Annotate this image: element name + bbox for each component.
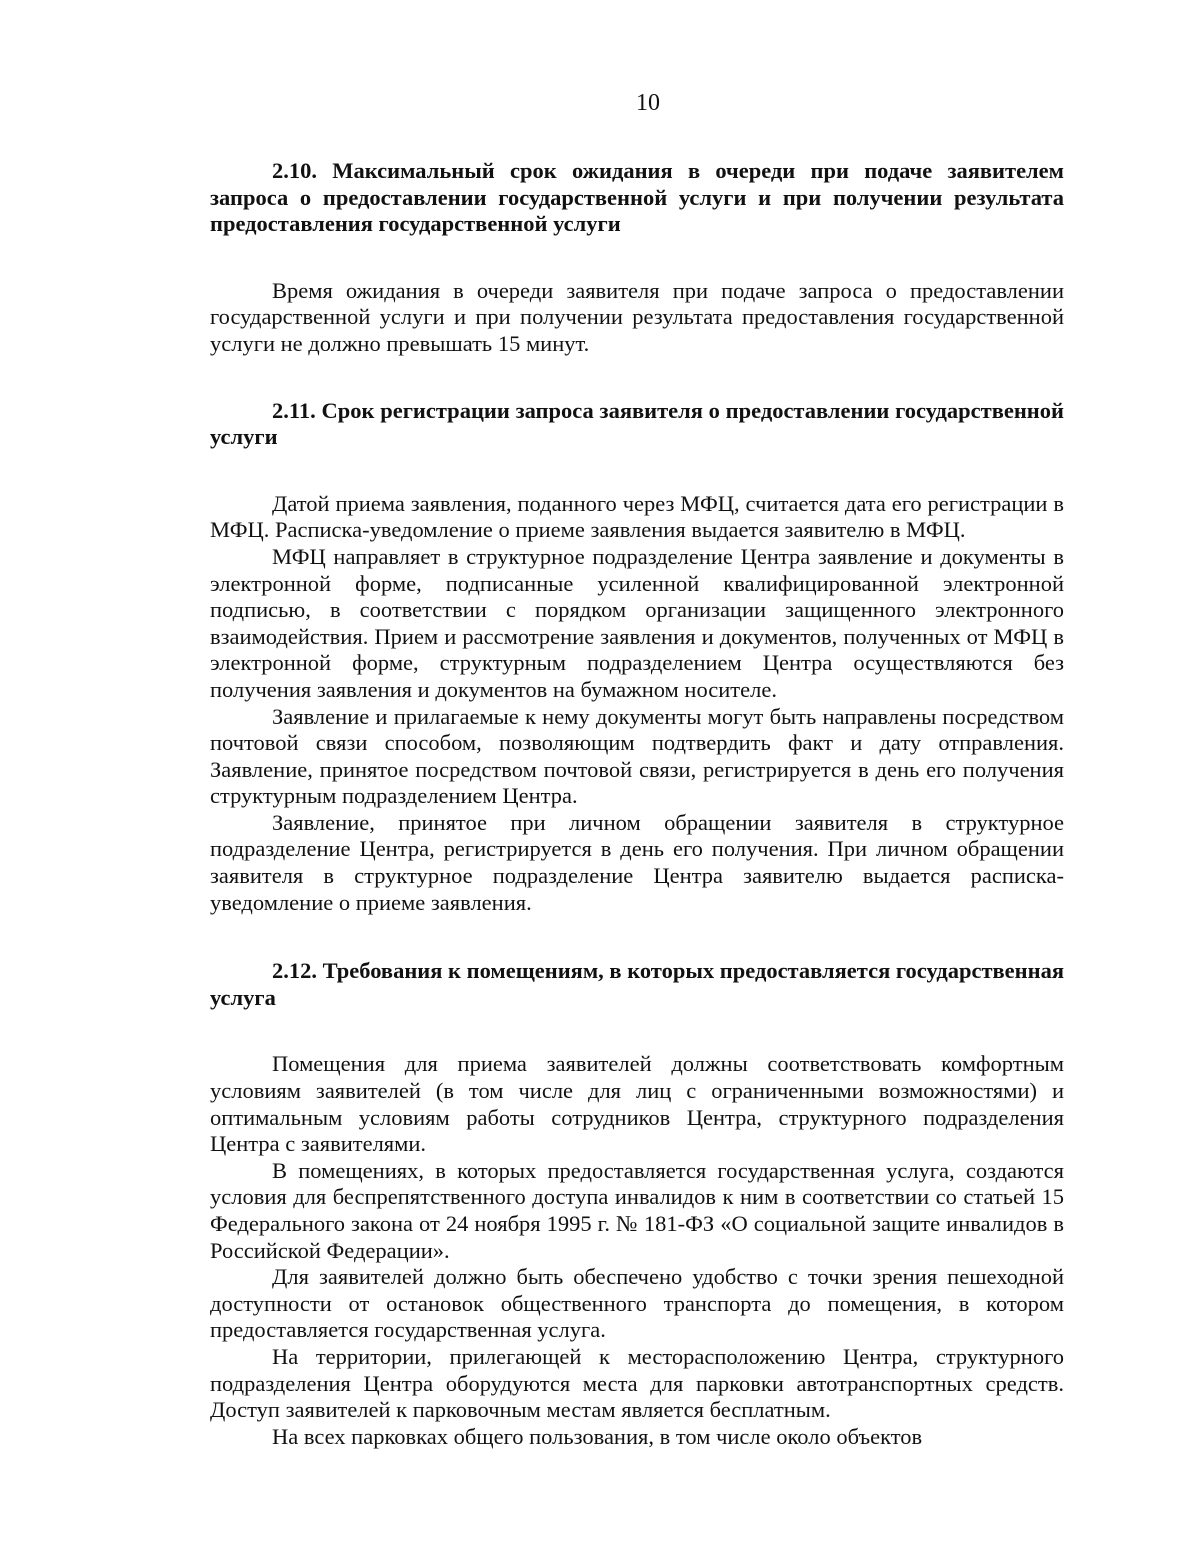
paragraph: Заявление и прилагаемые к нему документы могут быть направлены посредством почтовой связи способом, позволяющим подтвердить факт и дату отправления. Заявление, принятое посредством почтовой связи, регистрируется в день его получения структурным подразделением Центра. bbox=[210, 703, 1064, 809]
paragraph: Помещения для приема заявителей должны соответствовать комфортным условиям заявителей (в том числе для лиц с ограниченными возможностями) и оптимальным условиям работы сотрудников Центра, структурного подразделения Центра с заявителями. bbox=[210, 1051, 1064, 1157]
section-heading-2-10: 2.10. Максимальный срок ожидания в очереди при подаче заявителем запроса о предоставлении государственной услуги и при получении результата предоставления государственной услуги bbox=[210, 158, 1064, 237]
paragraph: Датой приема заявления, поданного через МФЦ, считается дата его регистрации в МФЦ. Расписка-уведомление о приеме заявления выдается заявителю в МФЦ. bbox=[210, 490, 1064, 543]
document-body bbox=[210, 158, 1064, 1450]
section-heading-2-12: 2.12. Требования к помещениям, в которых предоставляется государственная услуга bbox=[210, 958, 1064, 1010]
section-body-2-12 bbox=[210, 1051, 1064, 1450]
paragraph: МФЦ направляет в структурное подразделение Центра заявление и документы в электронной форме, подписанные усиленной квалифицированной электронной подписью, в соответствии с порядком организации защищенного электронного взаимодействия. Прием и рассмотрение заявления и документов, полученных от МФЦ в электронной форме, структурным подразделением Центра осуществляются без получения заявления и документов на бумажном носителе. bbox=[210, 543, 1064, 702]
section-body-2-10 bbox=[210, 278, 1064, 358]
paragraph: На территории, прилегающей к месторасположению Центра, структурного подразделения Центра оборудуются места для парковки автотранспортных средств. Доступ заявителей к парковочным местам является бесплатным. bbox=[210, 1343, 1064, 1423]
paragraph: Для заявителей должно быть обеспечено удобство с точки зрения пешеходной доступности от остановок общественного транспорта до помещения, в котором предоставляется государственная услуга. bbox=[210, 1264, 1064, 1343]
paragraph: Заявление, принятое при личном обращении заявителя в структурное подразделение Центра, регистрируется в день его получения. При личном обращении заявителя в структурное подразделение Центра заявителю выдается расписка-уведомление о приеме заявления. bbox=[210, 809, 1064, 915]
section-heading-2-11: 2.11. Срок регистрации запроса заявителя о предоставлении государственной услуги bbox=[210, 397, 1064, 450]
paragraph: Время ожидания в очереди заявителя при подаче запроса о предоставлении государственной услуги и при получении результата предоставления государственной услуги не должно превышать 15 минут. bbox=[210, 277, 1064, 356]
page-number: 10 bbox=[636, 90, 660, 116]
section-body-2-11 bbox=[210, 491, 1064, 917]
paragraph: В помещениях, в которых предоставляется государственная услуга, создаются условия для беспрепятственного доступа инвалидов к ним в соответствии со статьей 15 Федерального закона от 24 ноября 1995 г. № 181-ФЗ «О социальной защите инвалидов в Российской Федерации». bbox=[210, 1157, 1064, 1263]
paragraph: На всех парковках общего пользования, в том числе около объектов bbox=[272, 1423, 923, 1449]
